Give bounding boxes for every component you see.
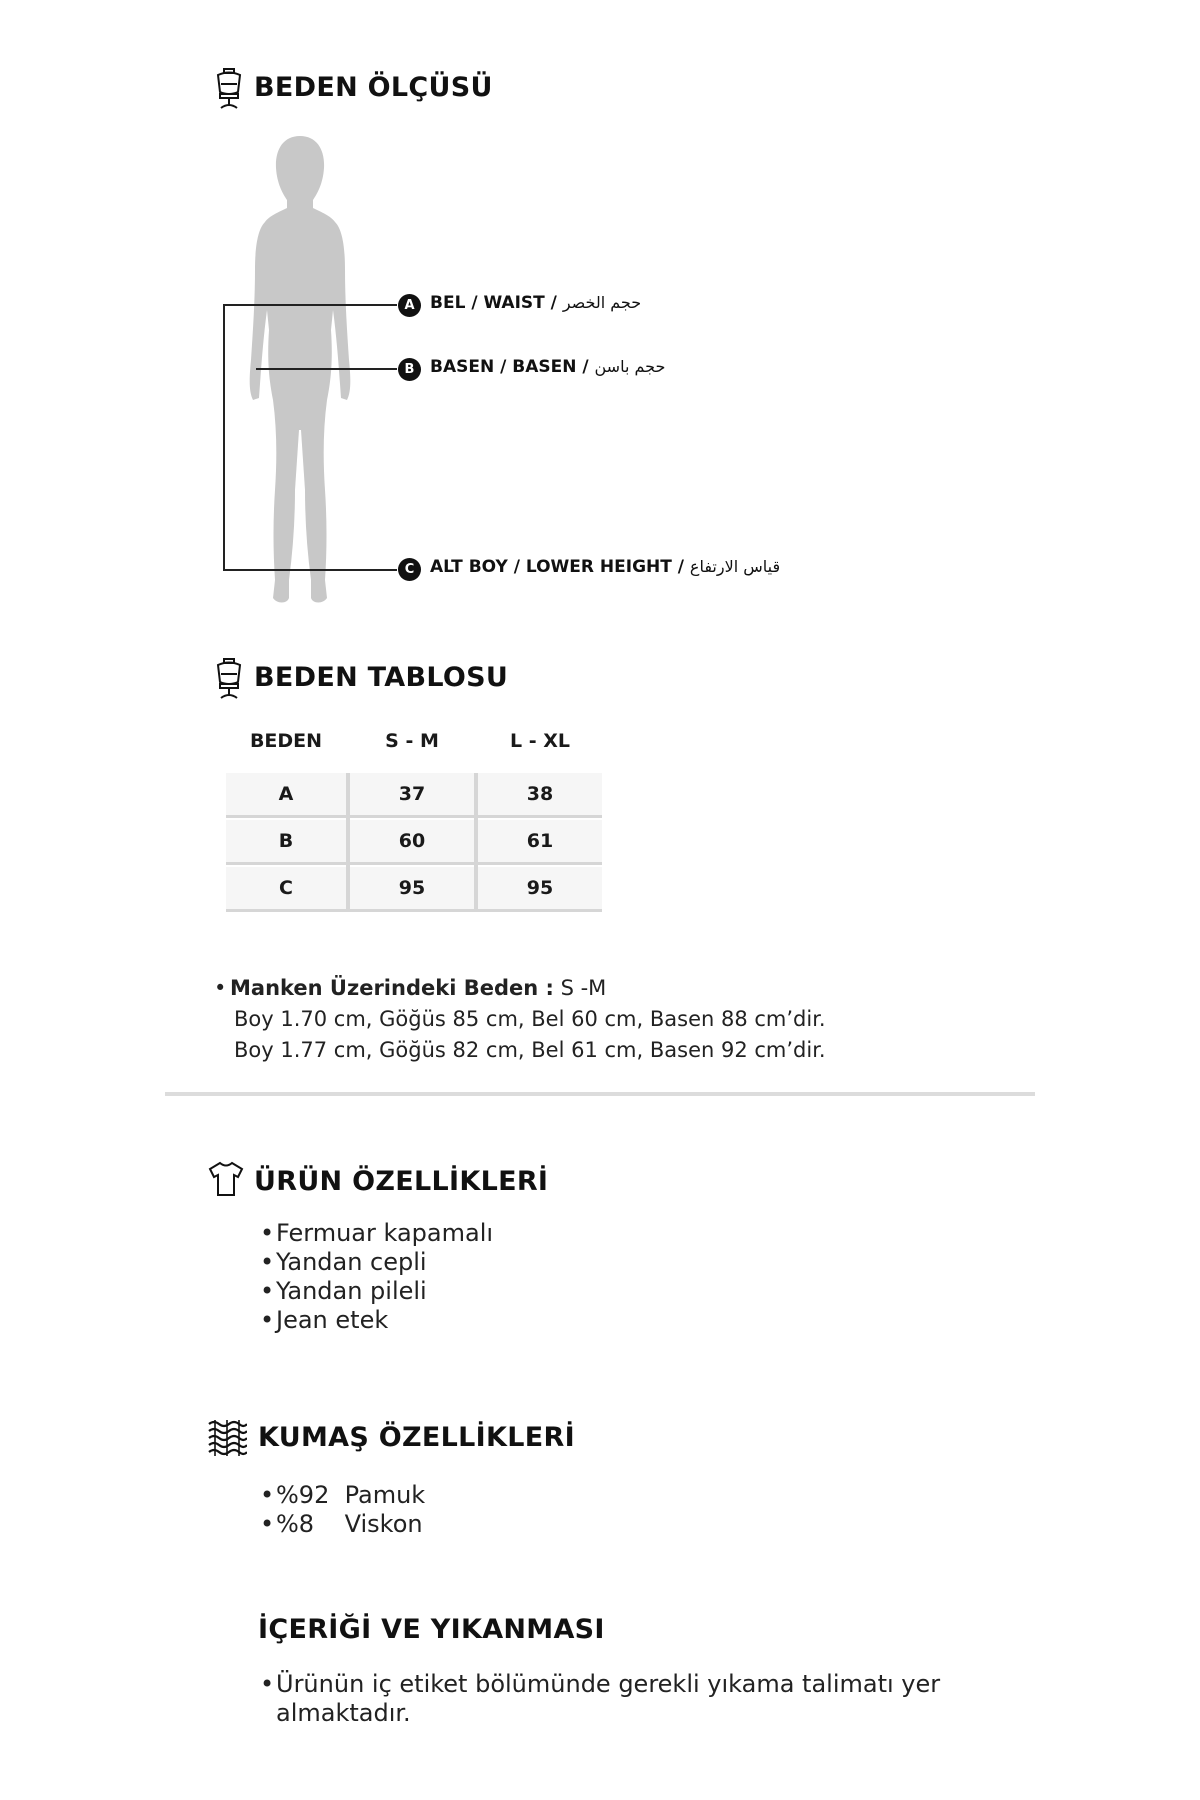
table-cell: 95 [478,867,602,912]
table-cell: 37 [350,773,474,818]
model-size-value: S -M [560,976,607,1000]
table-cell: B [226,820,346,865]
bracket-bottom [223,569,247,571]
measurement-label-hip [430,357,665,377]
model-size-label: Manken Üzerindeki Beden : [230,976,554,1000]
care-title: İÇERİĞİ VE YIKANMASI [258,1614,605,1645]
bracket-top [223,304,247,306]
hip-line [256,368,397,370]
table-cell: A [226,773,346,818]
table-header-size: BEDEN [249,730,323,752]
lower-height-label-text: ALT BOY / LOWER HEIGHT / [430,557,684,577]
table-cell: 38 [478,773,602,818]
lower-height-label-arabic: قياس الارتفاع [689,557,781,576]
table-header-lxl: L - XL [510,730,570,752]
list-item: •%92 Pamuk [260,1481,426,1509]
model-size-line [214,973,826,1004]
list-item: •Fermuar kapamalı [260,1219,494,1247]
list-item: •Jean etek [260,1306,389,1334]
badge-a: A [398,294,421,317]
section-divider [165,1092,1035,1096]
product-features-title: ÜRÜN ÖZELLİKLERİ [254,1166,549,1197]
list-item: •Yandan pileli [260,1277,427,1305]
care-line-2: almaktadır. [276,1699,411,1727]
body-silhouette [225,130,375,610]
bullet: • [214,976,227,1000]
table-header-sm: S - M [385,730,439,752]
badge-c: C [398,558,421,581]
measurement-label-waist [430,293,641,313]
tshirt-icon [207,1160,245,1198]
table-cell: C [226,867,346,912]
fabric-features-list [260,1481,425,1539]
table-cell: 95 [350,867,474,912]
product-features-list [260,1219,493,1335]
waist-line [247,304,397,306]
list-item: •Yandan cepli [260,1248,427,1276]
hip-label-text: BASEN / BASEN / [430,357,589,377]
model-info [214,973,826,1066]
measurement-label-lower-height [430,557,780,577]
lower-height-line [247,569,397,571]
care-line-1: •Ürünün iç etiket bölümünde gerekli yıkama talimatı yer [260,1670,941,1698]
model-measurements-2: Boy 1.77 cm, Göğüs 82 cm, Bel 61 cm, Basen 92 cm’dir. [234,1038,826,1062]
waist-label-arabic: حجم الخصر [562,293,642,312]
table-cell: 60 [350,820,474,865]
mannequin-icon [212,66,246,112]
size-guide-title: BEDEN ÖLÇÜSÜ [254,72,493,103]
table-column-divider [346,773,350,912]
fabric-features-title: KUMAŞ ÖZELLİKLERİ [258,1422,575,1453]
hip-label-arabic: حجم باسن [594,357,666,376]
badge-b: B [398,358,421,381]
table-column-divider [474,773,478,912]
model-measurements-1: Boy 1.70 cm, Göğüs 85 cm, Bel 60 cm, Basen 88 cm’dir. [234,1007,826,1031]
waist-label-text: BEL / WAIST / [430,293,557,313]
fabric-icon [207,1418,247,1458]
list-item: •%8 Viskon [260,1510,423,1538]
table-cell: 61 [478,820,602,865]
measurement-bracket [223,304,225,570]
size-table-title: BEDEN TABLOSU [254,662,509,693]
care-text [260,1670,940,1728]
mannequin-icon [212,656,246,702]
